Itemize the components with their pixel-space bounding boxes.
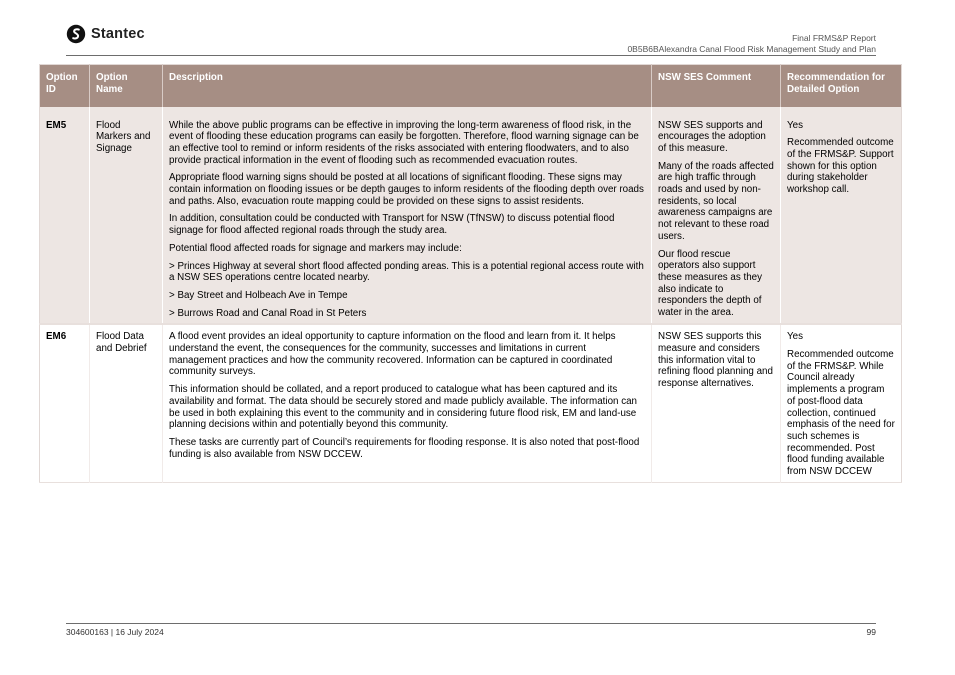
table-row (40, 324, 902, 482)
description-list-item: > Burrows Road and Canal Road in St Peters (169, 307, 367, 319)
col-header-option-name: Option Name (90, 65, 163, 107)
ses-comment-paragraph: Many of the roads affected are high traffic through roads and used by non-residents, so local awareness campaigns are not relevant to these road users. (658, 160, 774, 242)
col-header-recommendation: Recommendation for Detailed Option (781, 65, 902, 107)
ses-comment (652, 324, 781, 482)
recommendation-verdict: Yes (787, 119, 803, 131)
description-list-item: > Bay Street and Holbeach Ave in Tempe (169, 289, 348, 301)
description-paragraph: These tasks are currently part of Council’s requirements for flooding response. It is also noted that post-flood funding is also available from NSW DCCEW. (169, 436, 640, 460)
recommendation (781, 324, 902, 482)
stantec-logo-icon (66, 24, 86, 44)
recommendation (781, 107, 902, 325)
description-paragraph: This information should be collated, and a report produced to catalogue what has been captured and its availability and format. The data should be securely stored and made publicly available. The information can be used in both explaining this event to the community and in considering future flood risk, EM and land-use planning decisions within and potentially beyond this community. (169, 384, 637, 431)
table-header-row (40, 65, 902, 107)
description-list-item: > Princes Highway at several short flood affected ponding areas. This is a potential regional access route with a NSW SES operations centre located nearby. (169, 260, 644, 284)
description-paragraph: While the above public programs can be effective in improving the long-term awareness of flood risk, in the event of flooding these education programs can easily be forgotten. Therefore, flood warning signage can be an effective tool to remind or inform residents of the risks associated with entering floodwaters, and to also provide practical information in the event of flooding such as recommended evacuation routes. (169, 119, 639, 166)
ses-comment-paragraph: Our flood rescue operators also support these measures as they also indicate to responders the depth of water in the area. (658, 248, 763, 319)
description-paragraph: A flood event provides an ideal opportunity to capture information on the flood and learn from it. It helps understand the event, the consequences for the community, successes and limitations in current management practices and how the community recovered. Information can be captured in coordinated community surveys. (169, 331, 616, 378)
brand-name: Stantec (91, 26, 145, 42)
footer-divider (66, 623, 876, 624)
ses-comment (652, 107, 781, 325)
report-header (627, 33, 876, 55)
option-name: Flood Markers and Signage (90, 107, 163, 325)
option-description (163, 107, 652, 325)
report-title: Final FRMS&P Report (792, 33, 876, 43)
ses-comment-paragraph: NSW SES supports and encourages the adoption of this measure. (658, 119, 766, 154)
col-header-option-id: Option ID (40, 65, 90, 107)
option-description (163, 324, 652, 482)
option-id: EM6 (40, 324, 90, 482)
description-paragraph: In addition, consultation could be conducted with Transport for NSW (TfNSW) to discuss potential flood signage for flood affected regional roads through the study area. (169, 213, 615, 237)
table-row (40, 107, 902, 325)
description-paragraph: Potential flood affected roads for signage and markers may include: (169, 242, 462, 254)
recommendation-detail: Recommended outcome of the FRMS&P. While Council already implements a program of post-flood data collection, continued emphasis of the need for such schemes is recommended. Post flood funding available from NSW DCCEW (787, 349, 895, 478)
option-name: Flood Data and Debrief (90, 324, 163, 482)
description-paragraph: Appropriate flood warning signs should be posted at all locations of significant flooding. These signs may contain information on flooding issues or be depth gauges to inform residents of the flooding depth over roads and paths. Also, evacuation route mapping could be provided on these signs to assist residents. (169, 172, 644, 207)
ses-comment-paragraph: NSW SES supports this measure and considers this information vital to refining flood planning and response alternatives. (658, 331, 773, 390)
option-id: EM5 (40, 107, 90, 325)
header-divider (66, 55, 876, 56)
recommendation-verdict: Yes (787, 331, 803, 343)
recommendation-detail: Recommended outcome of the FRMS&P. Support shown for this option during stakeholder workshop call. (787, 137, 894, 196)
options-table (39, 64, 902, 483)
report-subtitle: 0B5B6BAlexandra Canal Flood Risk Management Study and Plan (627, 44, 876, 54)
stantec-logo (66, 24, 145, 44)
page-number: 99 (866, 627, 876, 637)
col-header-description: Description (163, 65, 652, 107)
document-reference: 304600163 | 16 July 2024 (66, 627, 164, 637)
col-header-ses-comment: NSW SES Comment (652, 65, 781, 107)
